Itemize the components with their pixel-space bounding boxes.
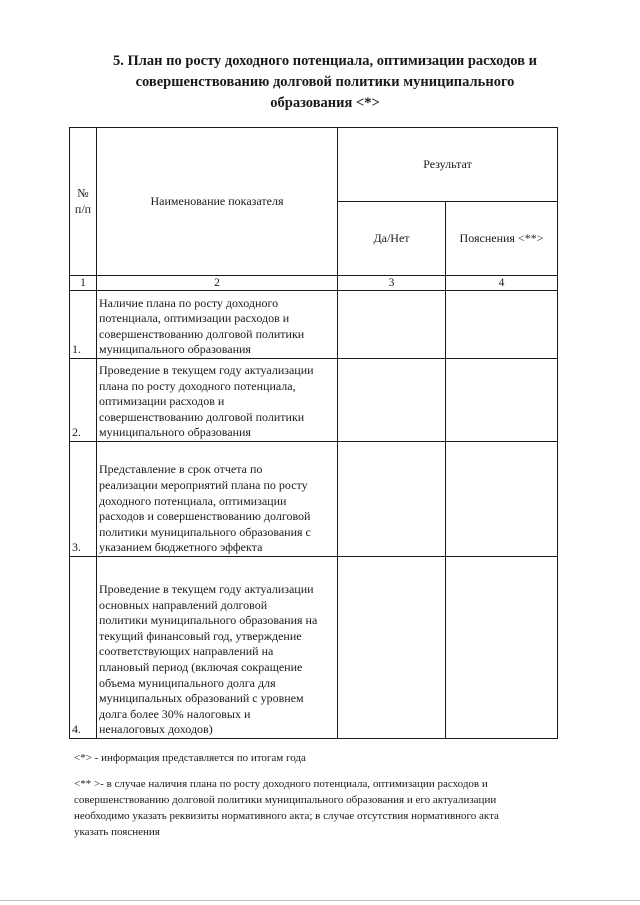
row-yes-no-cell xyxy=(338,359,446,442)
header-explanation-cell xyxy=(446,202,558,276)
header-name-cell xyxy=(97,128,338,276)
row-explanation-cell xyxy=(446,557,558,739)
indicator-table xyxy=(69,127,558,739)
row-number: 3. xyxy=(70,442,97,557)
header-name-label: Наименование показателя xyxy=(150,193,284,208)
row-indicator-text xyxy=(97,557,338,739)
column-number-1: 1 xyxy=(70,276,97,291)
row-text-line: объема муниципального долга для xyxy=(99,675,276,690)
footnote-2-line: совершенствованию долговой политики муниципального образования и его актуализации xyxy=(74,794,497,806)
table-row xyxy=(70,557,558,739)
header-yes-no-label: Да/Нет xyxy=(373,230,410,245)
row-indicator-text xyxy=(97,359,338,442)
row-number: 2. xyxy=(70,359,97,442)
row-text-line: муниципальных образований с уровнем xyxy=(99,691,304,706)
header-num-cell xyxy=(70,128,97,276)
row-text-line: основных направлений долговой xyxy=(99,597,268,612)
footnote-1: <*> - информация представляется по итогам года xyxy=(74,752,306,764)
header-row-1 xyxy=(70,128,558,202)
header-result-cell xyxy=(338,128,558,202)
header-result-label: Результат xyxy=(423,156,472,171)
row-text-line: Представление в срок отчета по xyxy=(99,462,263,477)
row-yes-no-cell xyxy=(338,442,446,557)
row-number: 4. xyxy=(70,557,97,739)
row-indicator-text xyxy=(97,442,338,557)
row-indicator-text xyxy=(97,291,338,359)
column-number-4: 4 xyxy=(446,276,558,291)
row-text-line: расходов и совершенствованию долговой xyxy=(99,509,311,524)
row-text-line: муниципального образования xyxy=(99,425,251,440)
column-numbering-row xyxy=(70,276,558,291)
title-line-3: образования <*> xyxy=(270,95,380,111)
row-yes-no-cell xyxy=(338,557,446,739)
row-text-line: муниципального образования xyxy=(99,342,251,357)
row-text-line: политики муниципального образования с xyxy=(99,524,311,539)
row-text-line: плановый период (включая сокращение xyxy=(99,660,303,675)
row-explanation-cell xyxy=(446,442,558,557)
header-num-sign: № xyxy=(77,185,89,200)
header-explanation-label: Пояснения <**> xyxy=(459,230,544,245)
row-text-line: плана по росту доходного потенциала, xyxy=(99,378,296,393)
footnotes xyxy=(74,750,564,850)
row-text-line: соответствующих направлений на xyxy=(99,644,274,659)
header-yes-no-cell xyxy=(338,202,446,276)
row-number: 1. xyxy=(70,291,97,359)
column-number-3: 3 xyxy=(338,276,446,291)
table-row xyxy=(70,359,558,442)
footnote-2-line: <** >- в случае наличия плана по росту доходного потенциала, оптимизации расходов и xyxy=(74,778,488,790)
row-text-line: совершенствованию долговой политики xyxy=(99,409,305,424)
row-text-line: долга более 30% налоговых и xyxy=(99,706,251,721)
row-text-line: Проведение в текущем году актуализации xyxy=(99,582,314,597)
title-line-1: 5. План по росту доходного потенциала, оптимизации расходов и xyxy=(113,53,537,69)
row-text-line: неналоговых доходов) xyxy=(99,722,213,737)
column-number-2: 2 xyxy=(97,276,338,291)
row-explanation-cell xyxy=(446,291,558,359)
document-title xyxy=(60,51,590,114)
row-text-line: указанием бюджетного эффекта xyxy=(99,540,263,555)
row-text-line: текущий финансовый год, утверждение xyxy=(99,628,302,643)
row-explanation-cell xyxy=(446,359,558,442)
row-yes-no-cell xyxy=(338,291,446,359)
footnote-2-line: указать пояснения xyxy=(74,826,160,838)
row-text-line: реализации мероприятий плана по росту xyxy=(99,478,308,493)
row-text-line: потенциала, оптимизации расходов и xyxy=(99,311,290,326)
table-row xyxy=(70,291,558,359)
row-text-line: доходного потенциала, оптимизации xyxy=(99,493,287,508)
row-text-line: совершенствованию долговой политики xyxy=(99,326,305,341)
title-line-2: совершенствованию долговой политики муниципального xyxy=(135,74,515,90)
header-num-abbr: п/п xyxy=(74,201,92,216)
row-text-line: оптимизации расходов и xyxy=(99,394,225,409)
table-row xyxy=(70,442,558,557)
row-text-line: Наличие плана по росту доходного xyxy=(99,295,279,310)
footnote-2 xyxy=(74,776,564,840)
footnote-2-line: необходимо указать реквизиты нормативного акта; в случае отсутствия нормативного акта xyxy=(74,810,499,822)
row-text-line: Проведение в текущем году актуализации xyxy=(99,363,314,378)
row-text-line: политики муниципального образования на xyxy=(99,613,318,628)
page-bottom-edge xyxy=(0,900,640,901)
